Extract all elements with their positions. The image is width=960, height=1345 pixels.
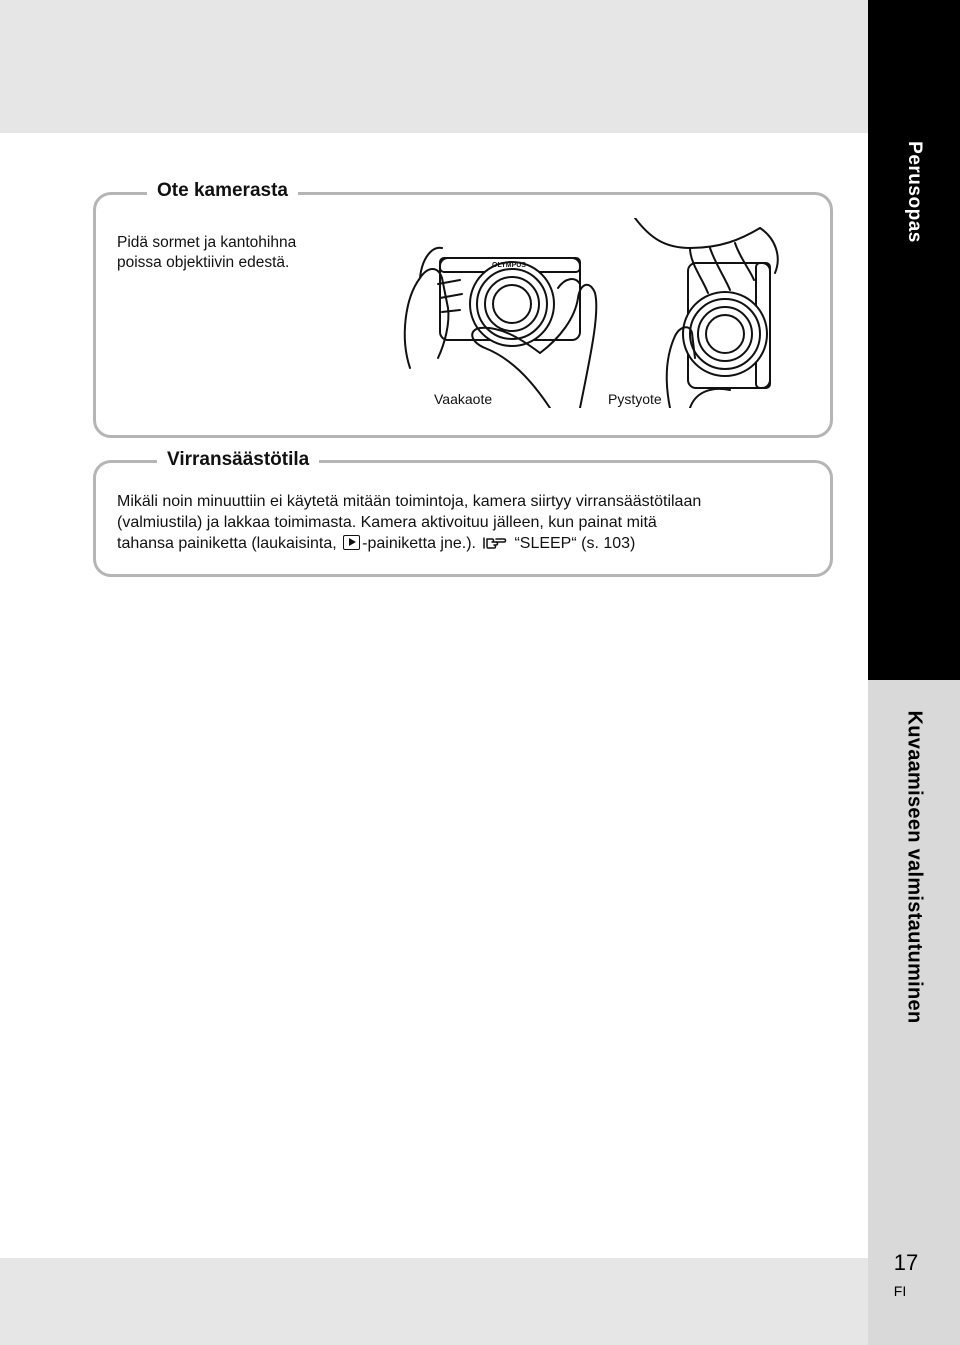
grip-box-title: Ote kamerasta bbox=[147, 180, 298, 202]
play-button-icon bbox=[343, 535, 360, 550]
caption-vertical-grip: Pystyote bbox=[608, 391, 662, 407]
sidebar-section-active bbox=[868, 0, 960, 680]
sleep-reference: “SLEEP“ (s. 103) bbox=[514, 535, 636, 552]
footer-band bbox=[0, 1258, 868, 1345]
grip-instruction-line: poissa objektiivin edestä. bbox=[117, 254, 290, 271]
sidebar-label-chapter: Kuvaamiseen valmistautuminen bbox=[903, 710, 926, 1024]
sleep-description bbox=[117, 491, 701, 554]
grip-instruction-line: Pidä sormet ja kantohihna bbox=[117, 234, 297, 251]
sleep-text-before-icon: tahansa painiketta (laukaisinta, bbox=[117, 535, 342, 552]
header-band bbox=[0, 0, 868, 133]
page-number: 17 bbox=[893, 1250, 919, 1275]
camera-brand-label: OLYMPUS bbox=[492, 262, 526, 269]
sidebar-label-perusopas: Perusopas bbox=[904, 141, 925, 243]
sleep-text-line: (valmiustila) ja lakkaa toimimasta. Kamera aktivoituu jälleen, kun painat mitä bbox=[117, 514, 657, 531]
caption-horizontal-grip: Vaakaote bbox=[434, 391, 493, 407]
sleep-box-title: Virransäästötila bbox=[157, 449, 319, 471]
language-code: FI bbox=[893, 1283, 907, 1299]
vertical-lens-icon bbox=[683, 292, 767, 376]
horizontal-lens-icon bbox=[470, 262, 554, 346]
sleep-text-line: Mikäli noin minuuttiin ei käytetä mitään toimintoja, kamera siirtyy virransäästötilaan bbox=[117, 493, 702, 510]
sleep-text-line bbox=[117, 533, 701, 554]
reference-hand-icon bbox=[482, 535, 508, 551]
sleep-text-after-icon: -painiketta jne.). bbox=[362, 535, 476, 552]
camera-grip-illustration bbox=[390, 218, 810, 408]
grip-instruction bbox=[117, 233, 296, 273]
